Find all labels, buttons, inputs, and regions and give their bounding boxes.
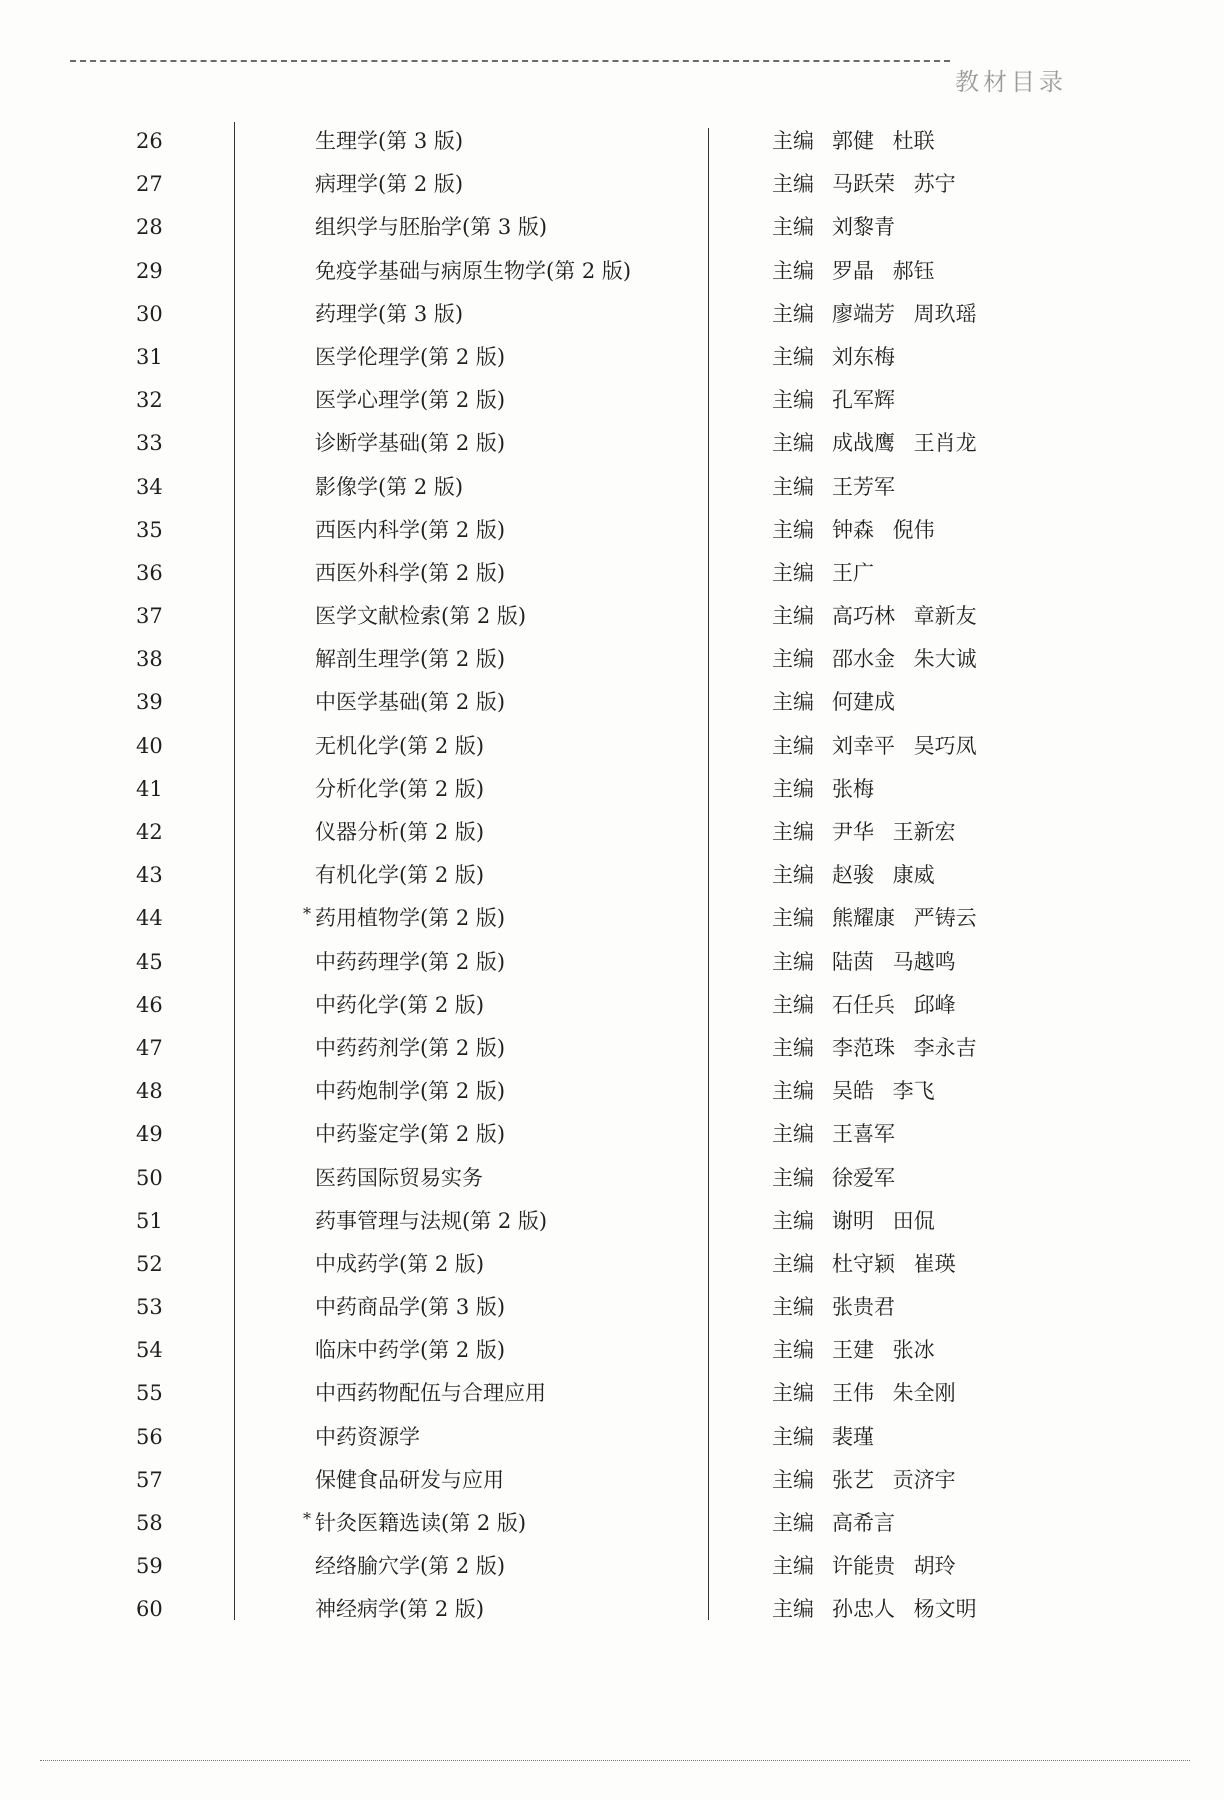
editor-names: 何建成 xyxy=(832,690,895,715)
editor-role: 主编 xyxy=(772,690,814,715)
book-title xyxy=(315,171,463,197)
book-title-text: 有机化学(第 2 版) xyxy=(315,863,485,888)
book-title xyxy=(303,1509,527,1536)
entry-number: 32 xyxy=(136,388,163,413)
book-title xyxy=(315,1121,505,1147)
book-title xyxy=(315,603,526,629)
book-title xyxy=(315,1553,505,1579)
editor-role: 主编 xyxy=(772,431,814,456)
footer-rule xyxy=(40,1760,1190,1761)
book-title-text: 中药资源学 xyxy=(315,1424,420,1449)
book-title xyxy=(315,1294,505,1320)
book-title-text: 西医内科学(第 2 版) xyxy=(315,517,506,542)
editor-role: 主编 xyxy=(772,1554,814,1579)
editor-role: 主编 xyxy=(772,1035,814,1060)
list-item xyxy=(0,462,1224,505)
editor-names: 孙忠人 杨文明 xyxy=(832,1597,977,1622)
editor-role: 主编 xyxy=(772,517,814,542)
list-item xyxy=(0,1023,1224,1066)
editor-names: 李范珠 李永吉 xyxy=(832,1035,977,1060)
book-title xyxy=(315,560,505,586)
entry-number: 43 xyxy=(136,863,163,888)
editor-names: 王建 张冰 xyxy=(832,1338,935,1363)
book-title xyxy=(315,1078,505,1104)
book-title xyxy=(315,689,505,715)
editor-role: 主编 xyxy=(772,1122,814,1147)
editor-names: 石任兵 邱峰 xyxy=(832,992,956,1017)
editor-role: 主编 xyxy=(772,906,814,931)
editor-names: 钟森 倪伟 xyxy=(832,517,935,542)
list-item xyxy=(0,1455,1224,1498)
entry-number: 52 xyxy=(136,1251,163,1276)
entry-number: 58 xyxy=(136,1511,163,1535)
entry-number: 51 xyxy=(136,1208,163,1233)
header-rule xyxy=(70,60,950,62)
editor-role: 主编 xyxy=(772,301,814,326)
editor-names: 罗晶 郝钰 xyxy=(832,258,935,283)
list-item xyxy=(0,548,1224,591)
editor-role: 主编 xyxy=(772,1251,814,1276)
editor-role: 主编 xyxy=(772,1165,814,1190)
editor-names: 杜守颖 崔瑛 xyxy=(832,1251,956,1276)
book-title-text: 中西药物配伍与合理应用 xyxy=(315,1381,546,1406)
book-title xyxy=(315,992,484,1018)
entry-number: 26 xyxy=(136,129,163,153)
book-title xyxy=(315,1467,504,1493)
list-item xyxy=(0,1541,1224,1584)
editor-role: 主编 xyxy=(772,215,814,240)
editor-names: 张艺 贡济宇 xyxy=(832,1467,956,1492)
entry-number: 41 xyxy=(136,776,163,801)
book-title-text: 中医学基础(第 2 版) xyxy=(315,690,506,715)
entry-number: 55 xyxy=(136,1381,163,1406)
entry-number: 54 xyxy=(136,1338,163,1363)
editor-role: 主编 xyxy=(772,1079,814,1104)
book-title-text: 药用植物学(第 2 版) xyxy=(315,906,506,931)
editor-names: 陆茵 马越鸣 xyxy=(832,949,956,974)
list-item xyxy=(0,980,1224,1023)
book-title xyxy=(315,1208,547,1234)
book-title-text: 临床中药学(第 2 版) xyxy=(315,1338,506,1363)
entry-number: 39 xyxy=(136,690,163,715)
editor-role: 主编 xyxy=(772,1381,814,1406)
book-title xyxy=(315,1165,483,1191)
editor-role: 主编 xyxy=(772,1597,814,1622)
editor-names: 张贵君 xyxy=(832,1295,895,1320)
editor-names: 王芳军 xyxy=(832,474,895,499)
list-item xyxy=(0,1584,1224,1627)
entry-number: 50 xyxy=(136,1165,163,1190)
book-title-text: 西医外科学(第 2 版) xyxy=(315,560,506,585)
editor-names: 谢明 田侃 xyxy=(832,1208,935,1233)
editor-role: 主编 xyxy=(772,344,814,369)
editor-role: 主编 xyxy=(772,1208,814,1233)
book-title-text: 针灸医籍选读(第 2 版) xyxy=(315,1511,527,1535)
book-title xyxy=(315,1337,505,1363)
list-item xyxy=(0,1239,1224,1282)
book-title-text: 病理学(第 2 版) xyxy=(315,172,464,197)
list-item xyxy=(0,1109,1224,1152)
list-item xyxy=(0,1498,1224,1541)
list-item xyxy=(0,159,1224,202)
book-title xyxy=(315,344,505,370)
editor-names: 徐爱军 xyxy=(832,1165,895,1190)
book-title-text: 影像学(第 2 版) xyxy=(315,474,464,499)
book-title xyxy=(315,214,547,240)
editor-names: 高巧林 章新友 xyxy=(832,604,977,629)
list-item xyxy=(0,591,1224,634)
book-title xyxy=(315,517,505,543)
entry-number: 47 xyxy=(136,1035,163,1060)
entry-number: 53 xyxy=(136,1295,163,1320)
book-title xyxy=(315,474,463,500)
list-item xyxy=(0,1066,1224,1109)
editor-names: 刘黎青 xyxy=(832,215,895,240)
entry-number: 33 xyxy=(136,431,163,456)
list-item xyxy=(0,634,1224,677)
list-item xyxy=(0,246,1224,289)
list-item xyxy=(0,850,1224,893)
entry-number: 27 xyxy=(136,172,163,197)
list-item xyxy=(0,1412,1224,1455)
entry-number: 30 xyxy=(136,301,163,326)
book-title xyxy=(315,1035,505,1061)
editor-names: 郭健 杜联 xyxy=(832,129,935,153)
entry-number: 40 xyxy=(136,733,163,758)
book-title xyxy=(315,776,484,802)
list-item xyxy=(0,202,1224,245)
book-title xyxy=(303,904,506,931)
editor-role: 主编 xyxy=(772,733,814,758)
list-item xyxy=(0,505,1224,548)
editor-names: 成战鹰 王肖龙 xyxy=(832,431,977,456)
entry-number: 46 xyxy=(136,992,163,1017)
book-title-text: 中成药学(第 2 版) xyxy=(315,1251,485,1276)
list-item xyxy=(0,1325,1224,1368)
book-title-text: 组织学与胚胎学(第 3 版) xyxy=(315,215,548,240)
list-item xyxy=(0,893,1224,936)
editor-names: 高希言 xyxy=(832,1511,895,1535)
book-title-text: 药事管理与法规(第 2 版) xyxy=(315,1208,548,1233)
book-title xyxy=(315,862,484,888)
editor-names: 孔军辉 xyxy=(832,388,895,413)
editor-names: 裴瑾 xyxy=(832,1424,874,1449)
book-title-text: 医药国际贸易实务 xyxy=(315,1165,483,1190)
page-bottom-fade xyxy=(280,1642,980,1668)
editor-role: 主编 xyxy=(772,863,814,888)
entry-number: 31 xyxy=(136,344,163,369)
page-header-title: 教材目录 xyxy=(955,68,1067,96)
entry-number: 34 xyxy=(136,474,163,499)
book-title-text: 中药商品学(第 3 版) xyxy=(315,1295,506,1320)
editor-names: 张梅 xyxy=(832,776,874,801)
list-item xyxy=(0,1282,1224,1325)
list-item xyxy=(0,1368,1224,1411)
book-title xyxy=(315,646,505,672)
editor-role: 主编 xyxy=(772,1424,814,1449)
editor-names: 马跃荣 苏宁 xyxy=(832,172,956,197)
book-title-text: 保健食品研发与应用 xyxy=(315,1467,504,1492)
editor-role: 主编 xyxy=(772,1338,814,1363)
entry-number: 29 xyxy=(136,258,163,283)
book-title xyxy=(315,1424,420,1450)
editor-role: 主编 xyxy=(772,820,814,844)
book-title-text: 诊断学基础(第 2 版) xyxy=(315,431,506,456)
book-title-text: 仪器分析(第 2 版) xyxy=(315,820,485,844)
editor-role: 主编 xyxy=(772,1511,814,1535)
editor-role: 主编 xyxy=(772,388,814,413)
editor-role: 主编 xyxy=(772,949,814,974)
editor-names: 王喜军 xyxy=(832,1122,895,1147)
book-title-text: 医学伦理学(第 2 版) xyxy=(315,344,506,369)
editor-role: 主编 xyxy=(772,1467,814,1492)
book-title-text: 免疫学基础与病原生物学(第 2 版) xyxy=(315,258,632,283)
editor-role: 主编 xyxy=(772,474,814,499)
editor-role: 主编 xyxy=(772,1295,814,1320)
editor-names: 王广 xyxy=(832,560,874,585)
entry-number: 42 xyxy=(136,820,163,844)
book-title xyxy=(315,733,484,759)
editor-role: 主编 xyxy=(772,604,814,629)
editor-role: 主编 xyxy=(772,992,814,1017)
book-title-text: 经络腧穴学(第 2 版) xyxy=(315,1554,506,1579)
book-title-text: 生理学(第 3 版) xyxy=(315,129,464,153)
editor-role: 主编 xyxy=(772,560,814,585)
editor-role: 主编 xyxy=(772,172,814,197)
editor-role: 主编 xyxy=(772,258,814,283)
editor-names: 熊耀康 严铸云 xyxy=(832,906,977,931)
book-title-text: 医学心理学(第 2 版) xyxy=(315,388,506,413)
book-title xyxy=(315,819,484,845)
book-title-text: 医学文献检索(第 2 版) xyxy=(315,604,527,629)
entry-number: 45 xyxy=(136,949,163,974)
book-title xyxy=(315,1380,546,1406)
book-title xyxy=(315,1251,484,1277)
editor-names: 王伟 朱全刚 xyxy=(832,1381,956,1406)
editor-names: 尹华 王新宏 xyxy=(832,820,956,844)
list-item xyxy=(0,116,1224,159)
list-item xyxy=(0,764,1224,807)
editor-role: 主编 xyxy=(772,129,814,153)
book-title-text: 中药鉴定学(第 2 版) xyxy=(315,1122,506,1147)
star-mark: * xyxy=(303,1509,311,1528)
list-item xyxy=(0,289,1224,332)
entry-number: 48 xyxy=(136,1079,163,1104)
entry-number: 59 xyxy=(136,1554,163,1579)
book-title xyxy=(315,430,505,456)
book-title-text: 中药药剂学(第 2 版) xyxy=(315,1035,506,1060)
book-title-text: 中药化学(第 2 版) xyxy=(315,992,485,1017)
editor-names: 刘幸平 吴巧凤 xyxy=(832,733,977,758)
book-title-text: 神经病学(第 2 版) xyxy=(315,1597,485,1622)
list-item xyxy=(0,677,1224,720)
entry-number: 44 xyxy=(136,906,163,931)
entry-number: 49 xyxy=(136,1122,163,1147)
list-item xyxy=(0,1153,1224,1196)
book-title-text: 药理学(第 3 版) xyxy=(315,301,464,326)
editor-names: 许能贵 胡玲 xyxy=(832,1554,956,1579)
book-title xyxy=(315,258,631,284)
list-item xyxy=(0,937,1224,980)
editor-names: 刘东梅 xyxy=(832,344,895,369)
entry-number: 35 xyxy=(136,517,163,542)
book-title-text: 无机化学(第 2 版) xyxy=(315,733,485,758)
entry-number: 57 xyxy=(136,1467,163,1492)
book-title xyxy=(315,128,463,154)
book-title-text: 分析化学(第 2 版) xyxy=(315,776,485,801)
list-item xyxy=(0,332,1224,375)
book-title-text: 中药药理学(第 2 版) xyxy=(315,949,506,974)
entry-number: 38 xyxy=(136,647,163,672)
list-item xyxy=(0,375,1224,418)
list-item xyxy=(0,1196,1224,1239)
editor-role: 主编 xyxy=(772,647,814,672)
editor-names: 廖端芳 周玖瑶 xyxy=(832,301,977,326)
editor-names: 邵水金 朱大诚 xyxy=(832,647,977,672)
book-title xyxy=(315,387,505,413)
star-mark: * xyxy=(303,904,311,924)
book-title xyxy=(315,949,505,975)
entry-number: 37 xyxy=(136,604,163,629)
editor-names: 吴皓 李飞 xyxy=(832,1079,935,1104)
textbook-list xyxy=(0,116,1224,1628)
book-title xyxy=(315,301,463,327)
editor-names: 赵骏 康威 xyxy=(832,863,935,888)
list-item xyxy=(0,807,1224,850)
editor-role: 主编 xyxy=(772,776,814,801)
entry-number: 60 xyxy=(136,1597,163,1622)
list-item xyxy=(0,721,1224,764)
entry-number: 56 xyxy=(136,1424,163,1449)
book-title xyxy=(315,1596,484,1622)
book-title-text: 解剖生理学(第 2 版) xyxy=(315,647,506,672)
list-item xyxy=(0,418,1224,461)
entry-number: 36 xyxy=(136,560,163,585)
book-title-text: 中药炮制学(第 2 版) xyxy=(315,1079,506,1104)
entry-number: 28 xyxy=(136,215,163,240)
